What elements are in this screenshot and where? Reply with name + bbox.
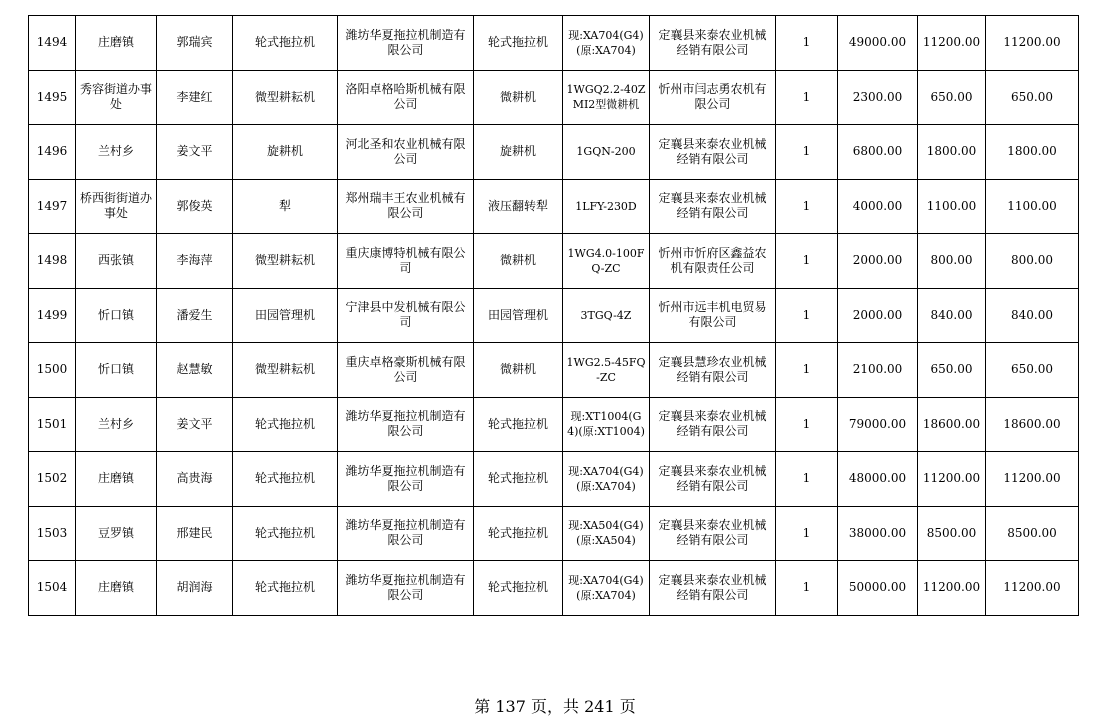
cell-dealer: 定襄县来泰农业机械经销有限公司 [650, 125, 776, 180]
cell-product: 轮式拖拉机 [474, 397, 563, 452]
cell-name: 李海萍 [157, 234, 233, 289]
table-row [29, 561, 1079, 616]
cell-id: 1496 [29, 125, 76, 180]
cell-qty: 1 [776, 506, 838, 561]
cell-qty: 1 [776, 16, 838, 71]
cell-manufacturer: 潍坊华夏拖拉机制造有限公司 [338, 506, 474, 561]
cell-name: 潘爱生 [157, 288, 233, 343]
cell-qty: 1 [776, 70, 838, 125]
cell-name: 邢建民 [157, 506, 233, 561]
cell-id: 1498 [29, 234, 76, 289]
cell-subsidy1: 11200.00 [918, 452, 986, 507]
table-row [29, 179, 1079, 234]
cell-id: 1502 [29, 452, 76, 507]
cell-id: 1499 [29, 288, 76, 343]
table-row [29, 234, 1079, 289]
cell-model: 现:XA504(G4)(原:XA504) [563, 506, 650, 561]
cell-subsidy2: 650.00 [986, 343, 1079, 398]
cell-product: 田园管理机 [474, 288, 563, 343]
cell-price: 2100.00 [838, 343, 918, 398]
cell-price: 4000.00 [838, 179, 918, 234]
cell-name: 赵慧敏 [157, 343, 233, 398]
table-row [29, 288, 1079, 343]
cell-dealer: 忻州市远丰机电贸易有限公司 [650, 288, 776, 343]
table-body [29, 16, 1079, 616]
cell-manufacturer: 潍坊华夏拖拉机制造有限公司 [338, 561, 474, 616]
cell-price: 79000.00 [838, 397, 918, 452]
cell-price: 38000.00 [838, 506, 918, 561]
cell-category: 轮式拖拉机 [233, 16, 338, 71]
cell-manufacturer: 宁津县中发机械有限公司 [338, 288, 474, 343]
cell-town: 庄磨镇 [76, 561, 157, 616]
table-row [29, 343, 1079, 398]
cell-category: 轮式拖拉机 [233, 452, 338, 507]
cell-model: 1WG4.0-100FQ-ZC [563, 234, 650, 289]
cell-manufacturer: 潍坊华夏拖拉机制造有限公司 [338, 397, 474, 452]
cell-price: 50000.00 [838, 561, 918, 616]
cell-subsidy1: 800.00 [918, 234, 986, 289]
cell-price: 6800.00 [838, 125, 918, 180]
cell-subsidy1: 1800.00 [918, 125, 986, 180]
cell-model: 现:XT1004(G4)(原:XT1004) [563, 397, 650, 452]
cell-manufacturer: 潍坊华夏拖拉机制造有限公司 [338, 16, 474, 71]
cell-name: 郭俊英 [157, 179, 233, 234]
cell-product: 微耕机 [474, 343, 563, 398]
cell-town: 忻口镇 [76, 288, 157, 343]
cell-dealer: 忻州市忻府区鑫益农机有限责任公司 [650, 234, 776, 289]
cell-model: 1WG2.5-45FQ-ZC [563, 343, 650, 398]
cell-manufacturer: 河北圣和农业机械有限公司 [338, 125, 474, 180]
cell-qty: 1 [776, 179, 838, 234]
cell-town: 兰村乡 [76, 125, 157, 180]
cell-dealer: 定襄县来泰农业机械经销有限公司 [650, 561, 776, 616]
cell-model: 现:XA704(G4)(原:XA704) [563, 452, 650, 507]
cell-model: 1WGQ2.2-40ZMI2型微耕机 [563, 70, 650, 125]
cell-subsidy2: 800.00 [986, 234, 1079, 289]
cell-subsidy2: 11200.00 [986, 561, 1079, 616]
cell-qty: 1 [776, 343, 838, 398]
cell-qty: 1 [776, 125, 838, 180]
cell-product: 液压翻转犁 [474, 179, 563, 234]
cell-id: 1495 [29, 70, 76, 125]
cell-dealer: 定襄县慧珍农业机械经销有限公司 [650, 343, 776, 398]
cell-town: 庄磨镇 [76, 16, 157, 71]
cell-subsidy2: 840.00 [986, 288, 1079, 343]
cell-price: 48000.00 [838, 452, 918, 507]
cell-town: 豆罗镇 [76, 506, 157, 561]
cell-subsidy1: 840.00 [918, 288, 986, 343]
cell-dealer: 定襄县来泰农业机械经销有限公司 [650, 506, 776, 561]
cell-qty: 1 [776, 561, 838, 616]
cell-town: 忻口镇 [76, 343, 157, 398]
cell-manufacturer: 洛阳卓格哈斯机械有限公司 [338, 70, 474, 125]
cell-qty: 1 [776, 234, 838, 289]
table-row [29, 397, 1079, 452]
cell-manufacturer: 郑州瑞丰王农业机械有限公司 [338, 179, 474, 234]
cell-product: 轮式拖拉机 [474, 452, 563, 507]
table-row [29, 125, 1079, 180]
cell-product: 旋耕机 [474, 125, 563, 180]
cell-category: 轮式拖拉机 [233, 506, 338, 561]
cell-price: 2000.00 [838, 234, 918, 289]
table-row [29, 452, 1079, 507]
cell-model: 1GQN-200 [563, 125, 650, 180]
cell-model: 1LFY-230D [563, 179, 650, 234]
cell-id: 1504 [29, 561, 76, 616]
cell-category: 轮式拖拉机 [233, 561, 338, 616]
cell-subsidy2: 11200.00 [986, 16, 1079, 71]
cell-category: 微型耕耘机 [233, 70, 338, 125]
cell-dealer: 定襄县来泰农业机械经销有限公司 [650, 452, 776, 507]
cell-subsidy2: 650.00 [986, 70, 1079, 125]
cell-name: 姜文平 [157, 125, 233, 180]
cell-product: 轮式拖拉机 [474, 16, 563, 71]
cell-id: 1501 [29, 397, 76, 452]
cell-subsidy1: 11200.00 [918, 16, 986, 71]
cell-subsidy2: 8500.00 [986, 506, 1079, 561]
cell-subsidy2: 1100.00 [986, 179, 1079, 234]
cell-town: 秀容街道办事处 [76, 70, 157, 125]
table-row [29, 506, 1079, 561]
cell-price: 49000.00 [838, 16, 918, 71]
cell-qty: 1 [776, 452, 838, 507]
cell-subsidy1: 650.00 [918, 343, 986, 398]
cell-product: 轮式拖拉机 [474, 506, 563, 561]
cell-category: 田园管理机 [233, 288, 338, 343]
cell-category: 微型耕耘机 [233, 234, 338, 289]
cell-category: 轮式拖拉机 [233, 397, 338, 452]
cell-product: 轮式拖拉机 [474, 561, 563, 616]
cell-subsidy1: 11200.00 [918, 561, 986, 616]
cell-dealer: 定襄县来泰农业机械经销有限公司 [650, 16, 776, 71]
cell-subsidy1: 1100.00 [918, 179, 986, 234]
cell-dealer: 忻州市闫志勇农机有限公司 [650, 70, 776, 125]
cell-town: 西张镇 [76, 234, 157, 289]
subsidy-table [28, 15, 1079, 616]
cell-manufacturer: 潍坊华夏拖拉机制造有限公司 [338, 452, 474, 507]
cell-dealer: 定襄县来泰农业机械经销有限公司 [650, 397, 776, 452]
cell-name: 高贵海 [157, 452, 233, 507]
cell-manufacturer: 重庆卓格豪斯机械有限公司 [338, 343, 474, 398]
cell-model: 现:XA704(G4)(原:XA704) [563, 561, 650, 616]
table-row [29, 16, 1079, 71]
cell-product: 微耕机 [474, 70, 563, 125]
cell-qty: 1 [776, 397, 838, 452]
page-number-footer: 第 137 页，共 241 页 [474, 697, 636, 716]
table-row [29, 70, 1079, 125]
cell-price: 2300.00 [838, 70, 918, 125]
cell-subsidy2: 11200.00 [986, 452, 1079, 507]
cell-id: 1494 [29, 16, 76, 71]
cell-name: 李建红 [157, 70, 233, 125]
cell-id: 1500 [29, 343, 76, 398]
cell-name: 郭瑞宾 [157, 16, 233, 71]
cell-name: 胡润海 [157, 561, 233, 616]
cell-subsidy2: 1800.00 [986, 125, 1079, 180]
cell-subsidy2: 18600.00 [986, 397, 1079, 452]
cell-subsidy1: 18600.00 [918, 397, 986, 452]
cell-manufacturer: 重庆康博特机械有限公司 [338, 234, 474, 289]
cell-model: 现:XA704(G4)(原:XA704) [563, 16, 650, 71]
cell-town: 桥西街街道办事处 [76, 179, 157, 234]
cell-model: 3TGQ-4Z [563, 288, 650, 343]
cell-qty: 1 [776, 288, 838, 343]
cell-subsidy1: 8500.00 [918, 506, 986, 561]
cell-town: 兰村乡 [76, 397, 157, 452]
cell-id: 1497 [29, 179, 76, 234]
cell-category: 微型耕耘机 [233, 343, 338, 398]
cell-name: 姜文平 [157, 397, 233, 452]
cell-dealer: 定襄县来泰农业机械经销有限公司 [650, 179, 776, 234]
cell-product: 微耕机 [474, 234, 563, 289]
cell-subsidy1: 650.00 [918, 70, 986, 125]
cell-price: 2000.00 [838, 288, 918, 343]
cell-category: 旋耕机 [233, 125, 338, 180]
cell-category: 犁 [233, 179, 338, 234]
cell-id: 1503 [29, 506, 76, 561]
cell-town: 庄磨镇 [76, 452, 157, 507]
